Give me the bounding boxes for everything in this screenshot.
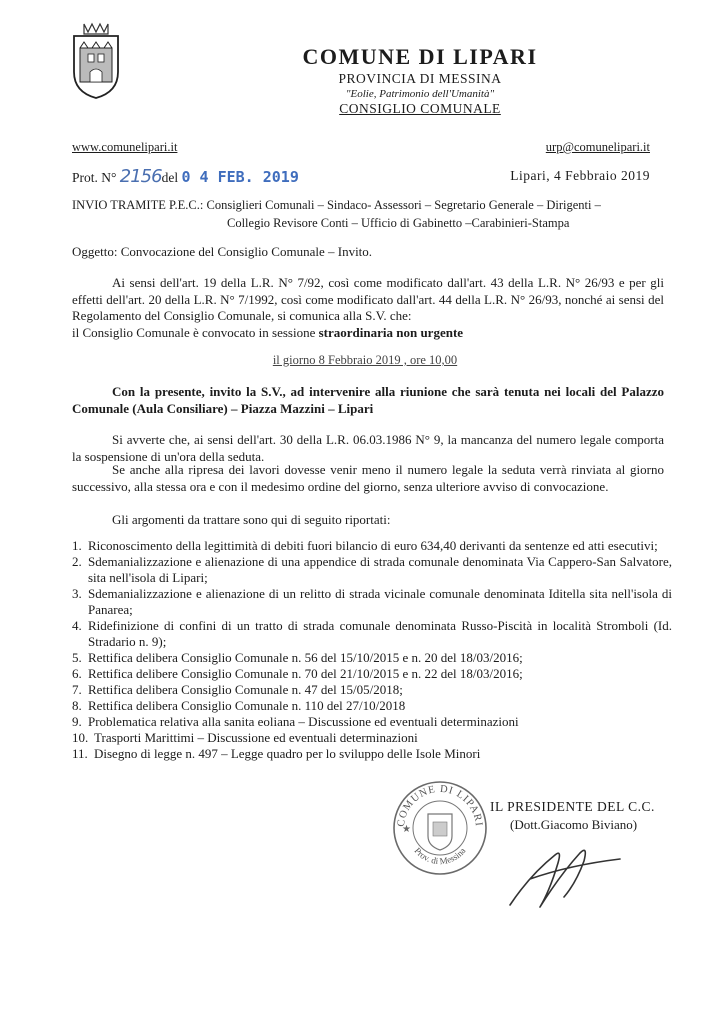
pec-line-2: Collegio Revisore Conti – Ufficio di Gabinetto –Carabinieri-Stampa	[227, 216, 570, 230]
list-item: 7. Rettifica delibera Consiglio Comunale n. 47 del 15/05/2018;	[72, 682, 403, 697]
svg-text:★: ★	[402, 824, 411, 835]
pec-line-1: INVIO TRAMITE P.E.C.: Consiglieri Comunali – Sindaco- Assessori – Segretario Generale – Dirigenti –	[72, 198, 601, 212]
list-item: 6. Rettifica delibere Consiglio Comunale n. 70 del 21/10/2015 e n. 22 del 18/03/2016;	[72, 666, 523, 681]
paragraph-quorum-text: Si avverte che, ai sensi dell'art. 30 della L.R. 06.03.1986 N° 9, la mancanza del numero legale comporta la sospensione di un'ora della seduta.	[72, 432, 664, 464]
pec-recipients	[72, 196, 662, 232]
svg-text:Prov. di Messina	[412, 846, 467, 867]
subject-line: Oggetto: Convocazione del Consiglio Comunale – Invito.	[72, 244, 373, 259]
seal-top-text: COMUNE DI LIPARI	[395, 783, 485, 828]
protocol-stamp-date: 0 4 FEB. 2019	[181, 168, 299, 186]
session-type: straordinaria non urgente	[318, 324, 464, 340]
svg-text:COMUNE DI LIPARI	[396, 784, 484, 828]
motto-label: "Eolie, Patrimonio dell'Umanità"	[345, 88, 495, 100]
seal-bottom-text: Prov. di Messina	[412, 845, 468, 867]
paragraph-agenda-intro	[72, 512, 664, 529]
official-seal-icon	[390, 778, 490, 878]
protocol-del: del	[161, 170, 179, 185]
paragraph-legal-basis-text: Ai sensi dell'art. 19 della L.R. N° 7/92, così come modificato dall'art. 43 della L.R. N° 26/93 e per gli effetti dell'art. 20 della L.R. N° 7/1992, così come modificato dall'art. 44 della L.R. N° 26/93, nonché ai sensi del Regolamento del Consiglio Comunale, si comunica alla S.V. che:	[72, 275, 664, 323]
paragraph-invitation	[72, 384, 664, 417]
president-name: (Dott.Giacomo Biviano)	[510, 817, 638, 832]
paragraph-invitation-text: Con la presente, invito la S.V., ad intervenire alla riunione che sarà tenuta nei locali del Palazzo Comunale (Aula Consiliare) – Piazza Mazzini – Lipari	[72, 384, 664, 416]
coat-of-arms-icon	[68, 22, 124, 100]
council-label: CONSIGLIO COMUNALE	[339, 101, 501, 116]
list-item: 11. Disegno di legge n. 497 – Legge quadro per lo sviluppo delle Isole Minori	[72, 746, 481, 761]
paragraph-postponement	[72, 462, 664, 495]
protocol-label: Prot. N°	[72, 170, 117, 185]
place-date: Lipari, 4 Febbraio 2019	[510, 168, 650, 183]
email-link[interactable]: urp@comunelipari.it	[545, 140, 650, 154]
protocol-row	[72, 166, 299, 187]
list-item: 5. Rettifica delibera Consiglio Comunale n. 56 del 15/10/2015 e n. 20 del 18/03/2016;	[72, 650, 523, 665]
paragraph-agenda-intro-text: Gli argomenti da trattare sono qui di seguito riportati:	[112, 512, 391, 527]
session-date: il giorno 8 Febbraio 2019 , ore 10,00	[272, 353, 458, 367]
list-item: 10. Trasporti Marittimi – Discussione ed eventuali determinazioni	[72, 730, 418, 745]
paragraph-quorum	[72, 432, 664, 465]
list-item: 3. Sdemanializzazione e alienazione di un relitto di strada vicinale comunale denominata Iditella sita nell'isola di Panarea;	[72, 586, 672, 617]
page-title: COMUNE DI LIPARI	[302, 44, 538, 69]
website-link[interactable]: www.comunelipari.it	[72, 140, 178, 154]
protocol-number: 2156	[119, 166, 162, 187]
list-item: 9. Problematica relativa alla sanita eoliana – Discussione ed eventuali determinazioni	[72, 714, 519, 729]
session-type-line: il Consiglio Comunale è convocato in sessione	[72, 324, 316, 340]
list-item: 8. Rettifica delibera Consiglio Comunale n. 110 del 27/10/2018	[72, 698, 406, 713]
list-item: 2. Sdemanializzazione e alienazione di una appendice di strada comunale denominata Via Cappero-San Salvatore, sita nell'isola di Lipari;	[72, 554, 672, 585]
president-title: IL PRESIDENTE DEL C.C.	[490, 799, 655, 814]
paragraph-legal-basis	[72, 275, 664, 341]
agenda-list	[72, 538, 672, 762]
province-label: PROVINCIA DI MESSINA	[338, 71, 502, 86]
paragraph-postponement-text: Se anche alla ripresa dei lavori dovesse venir meno il numero legale la seduta verrà rinviata al giorno successivo, alla stessa ora e con il medesimo ordine del giorno, senza ulteriore avviso di convocazione.	[72, 462, 664, 494]
list-item: 4. Ridefinizione di confini di un tratto di strada comunale denominata Russo-Piscità in località Stromboli (Id. Stradario n. 9);	[72, 618, 672, 649]
handwritten-signature-icon	[500, 835, 630, 915]
list-item: 1. Riconoscimento della legittimità di debiti fuori bilancio di euro 634,40 derivanti da sentenze ed atti esecutivi;	[72, 538, 658, 553]
